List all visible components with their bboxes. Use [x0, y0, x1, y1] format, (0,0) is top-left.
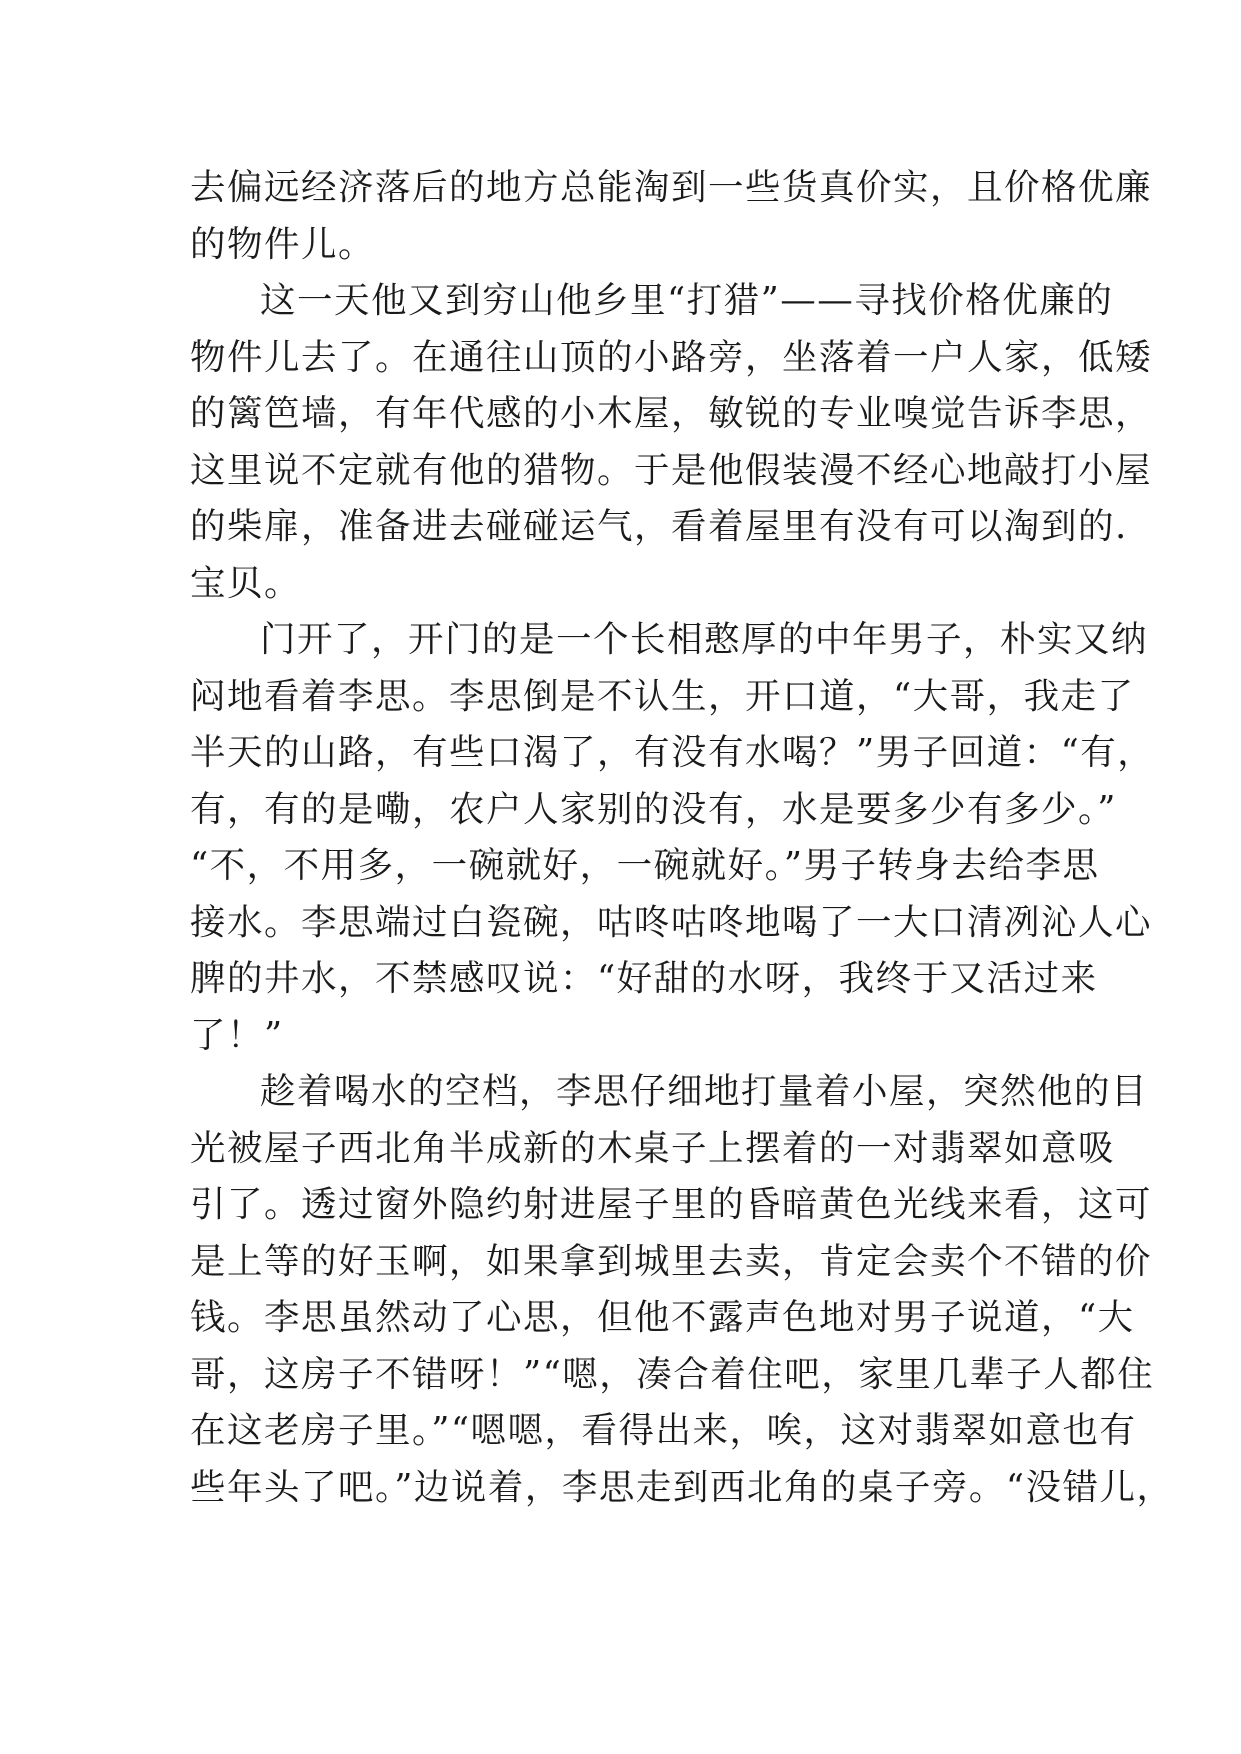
paragraph-first-line: 门开了，开门的是一个长相憨厚的中年男子，朴实又纳 — [260, 619, 1149, 660]
text-line: 物件儿去了。在通往山顶的小路旁，坐落着一户人家，低矮 — [190, 336, 1153, 378]
text-line: 了！” — [190, 1014, 284, 1056]
text-line: 闷地看着李思。李思倒是不认生，开口道，“大哥，我走了 — [190, 675, 1135, 717]
text-line: 在这老房子里。”“嗯嗯，看得出来，唉，这对翡翠如意也有 — [190, 1410, 1137, 1451]
body-text — [190, 160, 1174, 1516]
text-line: 是上等的好玉啊，如果拿到城里去卖，肯定会卖个不错的价 — [190, 1240, 1153, 1282]
text-line: 些年头了吧。”边说着，李思走到西北角的桌子旁。“没错儿， — [190, 1466, 1174, 1508]
text-line: 去偏远经济落后的地方总能淘到一些货真价实，且价格优廉 — [190, 167, 1153, 208]
text-line: 哥，这房子不错呀！”“嗯，凑合着住吧，家里几辈子人都住 — [190, 1353, 1155, 1395]
paragraph-first-line: 这一天他又到穷山他乡里“打猎”——寻找价格优廉的 — [260, 280, 1114, 321]
text-line: 的物件儿。 — [190, 223, 376, 265]
text-line: 光被屋子西北角半成新的木桌子上摆着的一对翡翠如意吸 — [190, 1127, 1116, 1169]
text-line: 半天的山路，有些口渴了，有没有水喝？”男子回道：“有， — [190, 732, 1155, 773]
text-line: 这里说不定就有他的猎物。于是他假装漫不经心地敲打小屋 — [190, 449, 1153, 491]
text-line: 脾的井水，不禁感叹说：“好甜的水呀，我终于又活过来 — [190, 958, 1098, 999]
paragraph-first-line: 趁着喝水的空档，李思仔细地打量着小屋，突然他的目 — [260, 1071, 1149, 1112]
text-line: “不，不用多，一碗就好，一碗就好。”男子转身去给李思 — [190, 845, 1100, 886]
text-line: 钱。李思虽然动了心思，但他不露声色地对男子说道，“大 — [190, 1297, 1135, 1338]
text-line: 接水。李思端过白瓷碗，咕咚咕咚地喝了一大口清冽沁人心 — [190, 901, 1153, 943]
text-line: 宝贝。 — [190, 562, 302, 604]
text-line: 的篱笆墙，有年代感的小木屋，敏锐的专业嗅觉告诉李思， — [190, 393, 1153, 434]
text-line: 引了。透过窗外隐约射进屋子里的昏暗黄色光线来看，这可 — [190, 1184, 1153, 1225]
text-line: 有，有的是嘞，农户人家别的没有，水是要多少有多少。” — [190, 788, 1117, 830]
text-line: 的柴扉，准备进去碰碰运气，看着屋里有没有可以淘到的. — [190, 506, 1128, 547]
